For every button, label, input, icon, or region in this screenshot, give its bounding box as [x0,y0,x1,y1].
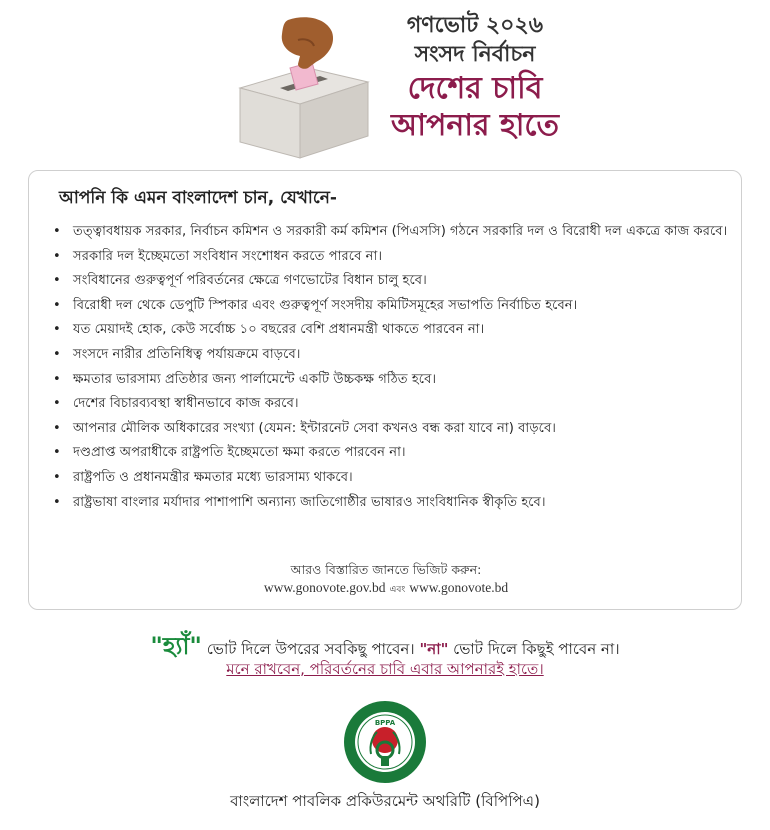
info-card [28,170,742,610]
list-item: • আপনার মৌলিক অধিকারের সংখ্যা (যেমন: ইন্টারনেট সেবা কখনও বন্ধ করা যাবে না) বাড়বে। [49,418,729,440]
list-item: • রাষ্ট্রপতি ও প্রধানমন্ত্রীর ক্ষমতার মধ্যে ভারসাম্য থাকবে। [49,467,729,489]
title-line-2: সংসদ নির্বাচন [414,42,536,67]
org-name: বাংলাদেশ পাবলিক প্রকিউরমেন্ট অথরিটি (বিপিপিএ) [230,792,540,810]
list-item: • সরকারি দল ইচ্ছেমতো সংবিধান সংশোধন করতে পারবে না। [49,246,729,268]
header [0,0,770,170]
no-word: "না" [419,640,449,658]
ballot-box-hand-icon [228,10,378,160]
url-link-2[interactable]: www.gonovote.bd [409,580,509,595]
list-item: • সংসদে নারীর প্রতিনিধিত্ব পর্যায়ক্রমে বাড়বে। [49,344,729,366]
card-heading: আপনি কি এমন বাংলাদেশ চান, যেখানে- [59,188,337,208]
list-item: • দণ্ডপ্রাপ্ত অপরাধীকে রাষ্ট্রপতি ইচ্ছেমতো ক্ষমা করতে পারবেন না। [49,442,729,464]
yes-rest-text: ভোট দিলে উপরের সবকিছু পাবেন। [201,640,420,658]
title-line-3: দেশের চাবি [407,71,543,106]
title-line-1: গণভোট ২০২৬ [406,13,544,38]
list-item: • দেশের বিচারব্যবস্থা স্বাধীনভাবে কাজ করবে। [49,393,729,415]
visit-info [29,561,743,599]
yes-word: "হ্যাঁ" [150,632,202,660]
reminder [0,658,770,683]
list-item: • রাষ্ট্রভাষা বাংলার মর্যাদার পাশাপাশি অন্যান্য জাতিগোষ্ঠীর ভাষারও সাংবিধানিক স্বীকৃতি হবে। [49,492,729,514]
title-block [375,12,575,144]
bppa-logo-icon [343,700,427,784]
list-item: • তত্ত্বাবধায়ক সরকার, নির্বাচন কমিশন ও সরকারী কর্ম কমিশন (পিএসসি) গঠনে সরকারি দল ও বিরোধী দল একত্রে কাজ করবে। [49,221,729,243]
list-item: • বিরোধী দল থেকে ডেপুটি স্পিকার এবং গুরুত্বপূর্ণ সংসদীয় কমিটিসমূহের সভাপতি নির্বাচিত হবেন। [49,295,729,317]
logo-text: BPPA [374,719,396,727]
no-rest-text: ভোট দিলে কিছুই পাবেন না। [448,640,620,658]
list-item: • যত মেয়াদই হোক, কেউ সর্বোচ্চ ১০ বছরের বেশি প্রধানমন্ত্রী থাকতে পারবেন না। [49,319,729,341]
reminder-text: মনে রাখবেন, পরিবর্তনের চাবি এবার আপনারই হাতে। [226,660,544,678]
list-item: • সংবিধানের গুরুত্বপূর্ণ পরিবর্তনের ক্ষেত্রে গণভোটের বিধান চালু হবে। [49,270,729,292]
points-list [49,221,729,516]
url-link-1[interactable]: www.gonovote.gov.bd [263,580,386,595]
visit-links [29,579,743,599]
visit-text: আরও বিস্তারিত জানতে ভিজিট করুন: [290,562,482,577]
and-text: এবং [389,585,406,595]
title-line-4: আপনার হাতে [391,108,559,143]
list-item: • ক্ষমতার ভারসাম্য প্রতিষ্ঠার জন্য পার্লামেন্টে একটি উচ্চকক্ষ গঠিত হবে। [49,369,729,391]
